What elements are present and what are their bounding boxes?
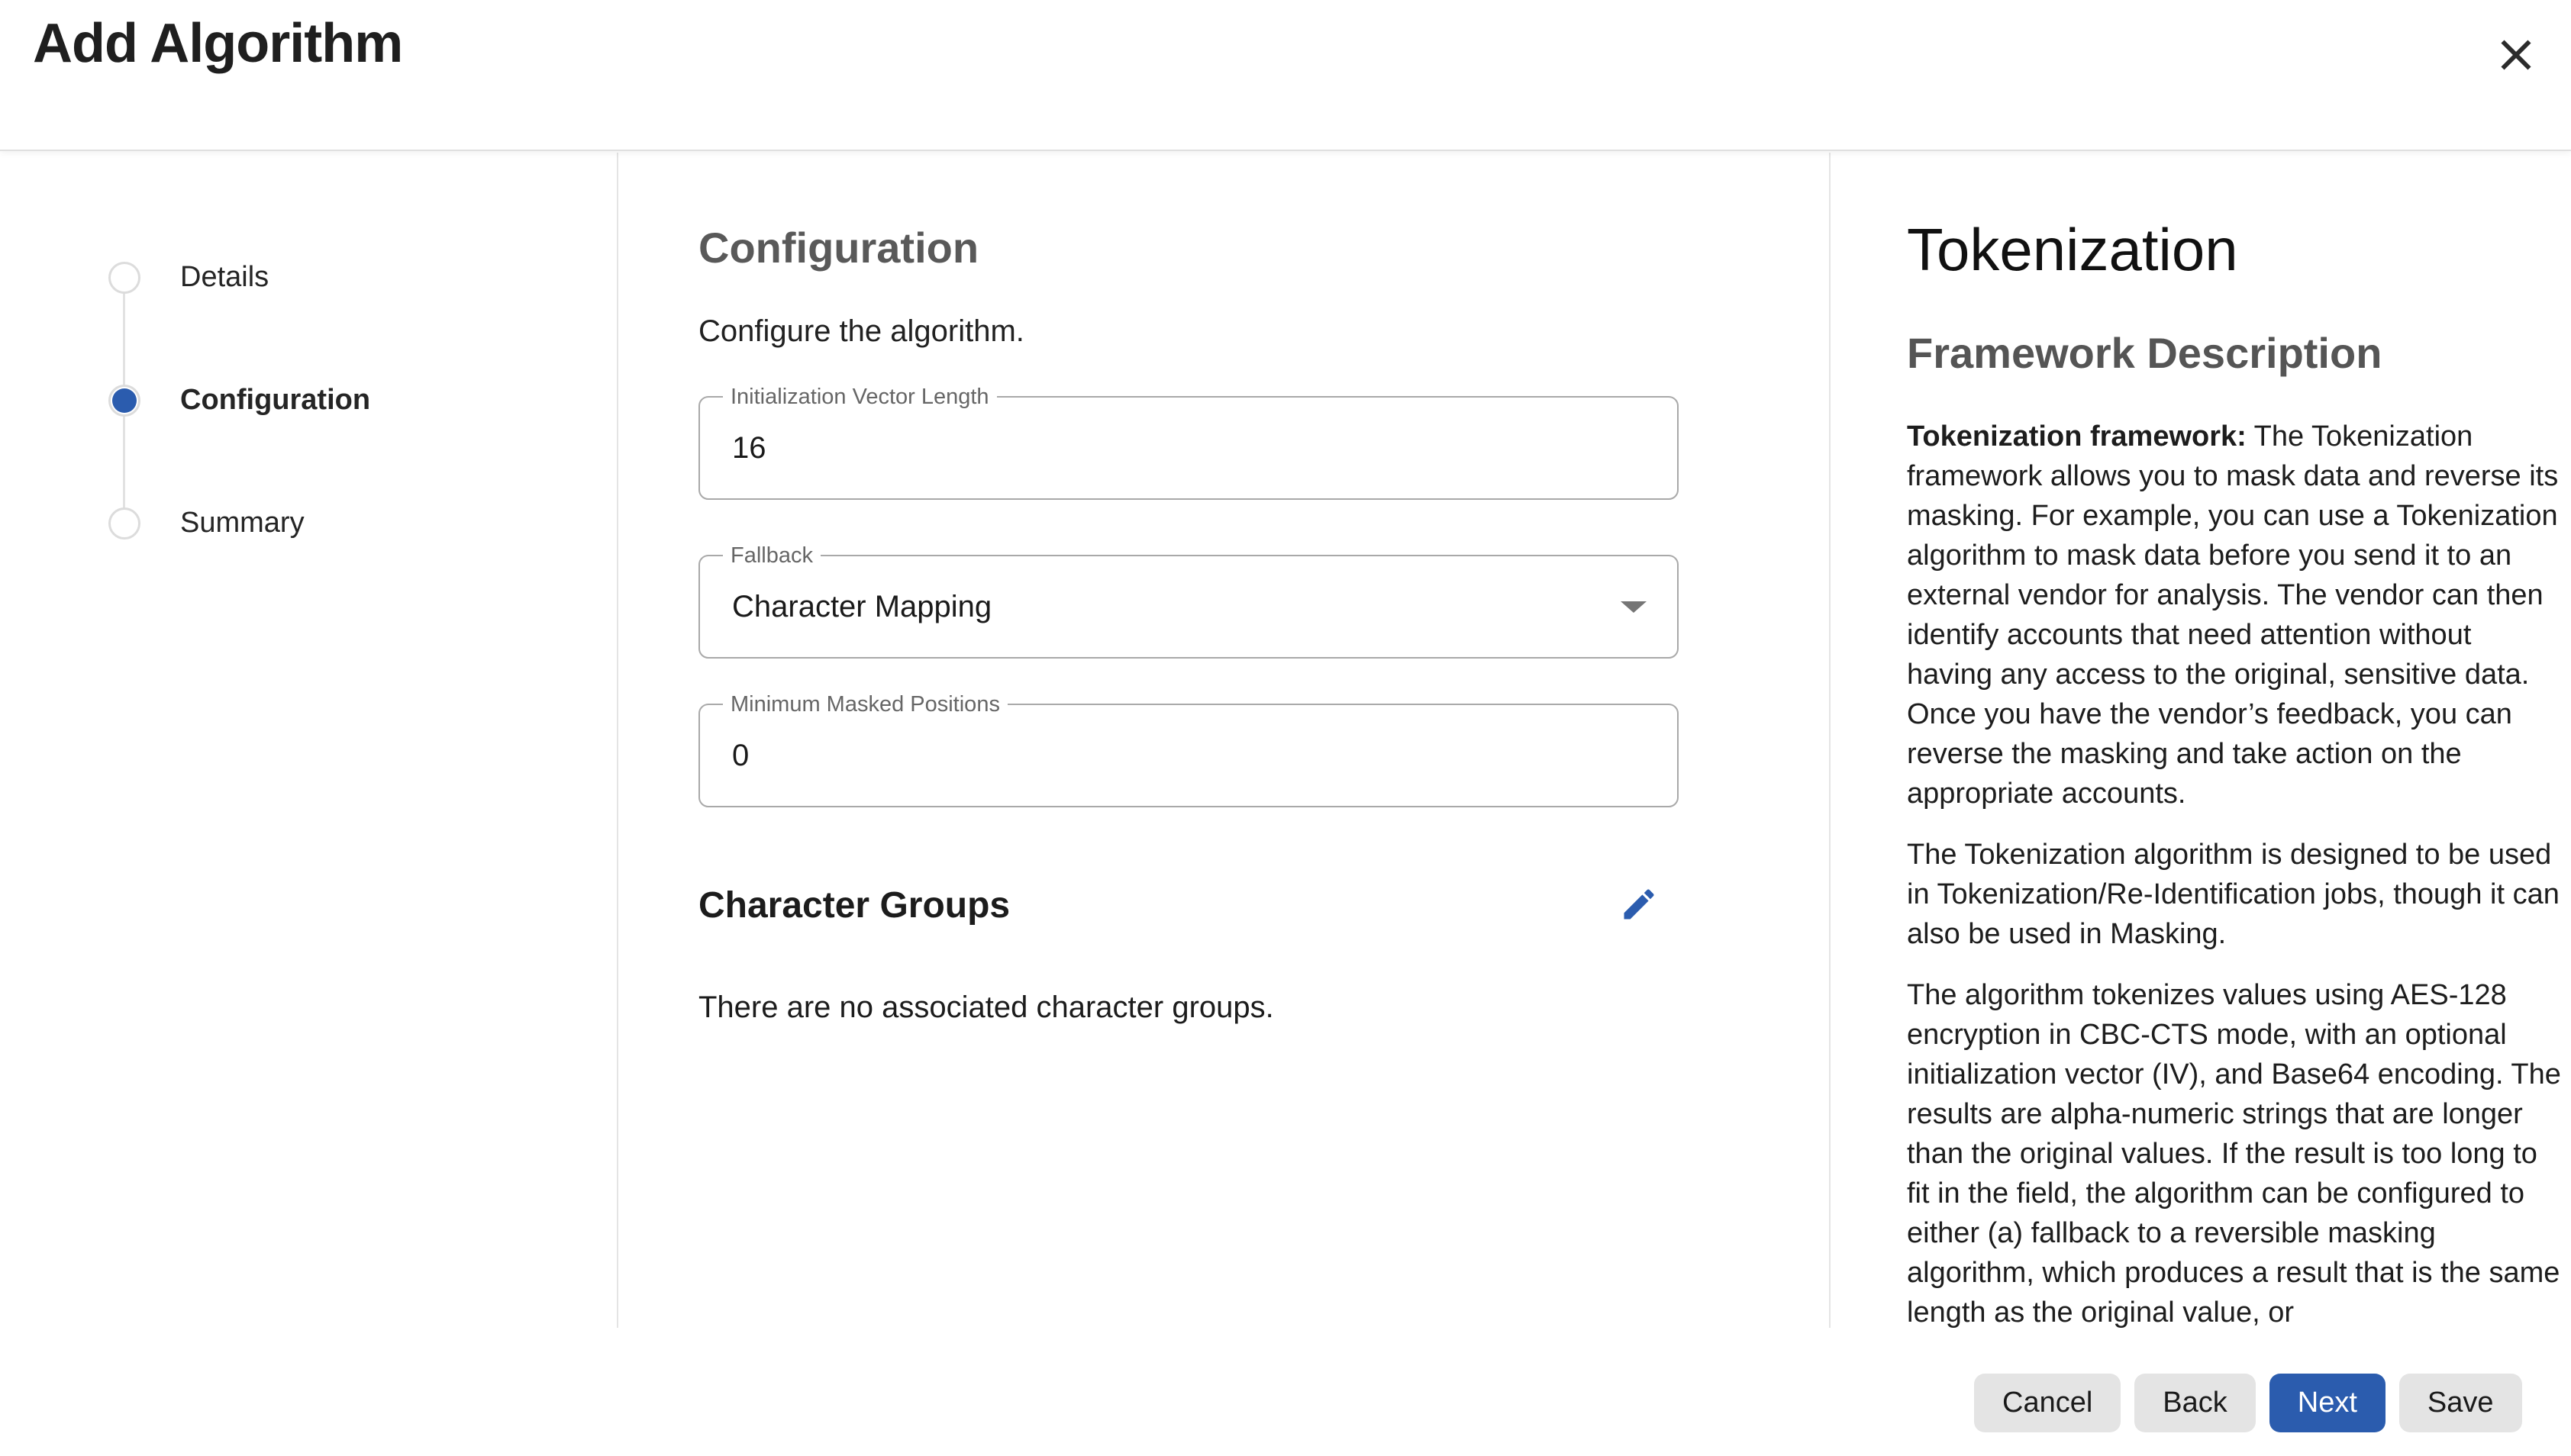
character-groups-empty-text: There are no associated character groups. [698, 991, 1274, 1024]
save-button[interactable]: Save [2399, 1374, 2522, 1432]
framework-title: Tokenization [1907, 216, 2238, 283]
initialization-vector-length-field[interactable] [698, 385, 1679, 500]
field-label: Initialization Vector Length [723, 385, 997, 410]
character-groups-header-row [698, 884, 1679, 926]
step-circle-details [108, 262, 140, 294]
stepper-step-details[interactable] [108, 261, 269, 294]
framework-description-panel [1832, 153, 2571, 1332]
description-paragraph: The algorithm tokenizes values using AES-128 encryption in CBC-CTS mode, with an optional initialization vector (IV), and Base64 encoding. The results are alpha-numeric strings that are longer than the original values. If the result is too long to fit in the field, the algorithm can be configured to either (a) fallback to a reversible masking algorithm, which produces a result that is the same length as the original value, or [1907, 979, 2561, 1329]
stepper-step-summary[interactable] [108, 507, 305, 540]
dialog-header [0, 0, 2571, 151]
description-paragraph: Tokenization framework: The Tokenization framework allows you to mask data and reverse its masking. For example, you can use a Tokenization algorithm to mask data before you send it to an external vendor for analysis. The vendor can then identify accounts that need attention without having any access to the original, sensitive data. Once you have the vendor’s feedback, you can reverse the masking and take action on the appropriate accounts. [1907, 420, 2559, 810]
step-label: Configuration [180, 384, 371, 416]
dialog-footer [1974, 1374, 2522, 1432]
configuration-panel [620, 153, 1831, 1328]
configuration-subheading: Configure the algorithm. [698, 314, 1024, 348]
description-paragraph: The Tokenization algorithm is designed to be used in Tokenization/Re-Identification jobs, though it can also be used in Masking. [1907, 839, 2560, 950]
minimum-masked-positions-field[interactable] [698, 692, 1679, 807]
fallback-selected-value: Character Mapping [732, 589, 992, 623]
initialization-vector-length-value[interactable]: 16 [732, 430, 766, 465]
step-circle-summary [108, 507, 140, 540]
framework-description-body [1907, 417, 2563, 1332]
fallback-select[interactable] [698, 543, 1679, 659]
cancel-button[interactable]: Cancel [1974, 1374, 2121, 1432]
chevron-down-icon[interactable] [1621, 601, 1647, 613]
character-groups-heading: Character Groups [698, 884, 1011, 926]
field-label: Minimum Masked Positions [723, 692, 1008, 717]
minimum-masked-positions-value[interactable]: 0 [732, 738, 750, 772]
framework-description-heading: Framework Description [1907, 329, 2382, 377]
edit-icon [1619, 915, 1659, 926]
back-button[interactable]: Back [2134, 1374, 2255, 1432]
dialog-title: Add Algorithm [33, 13, 403, 74]
stepper-panel [0, 153, 618, 1328]
edit-character-groups-button[interactable] [1618, 884, 1660, 926]
close-icon [2493, 69, 2539, 80]
next-button[interactable]: Next [2269, 1374, 2386, 1432]
step-label: Details [180, 261, 269, 293]
step-label: Summary [180, 507, 305, 539]
configuration-heading: Configuration [698, 224, 979, 272]
close-button[interactable] [2493, 32, 2539, 78]
step-circle-configuration-active [108, 385, 140, 417]
field-label: Fallback [723, 543, 821, 569]
paragraph-bold-prefix: Tokenization framework: [1907, 420, 2247, 453]
stepper-step-configuration[interactable] [108, 384, 370, 417]
